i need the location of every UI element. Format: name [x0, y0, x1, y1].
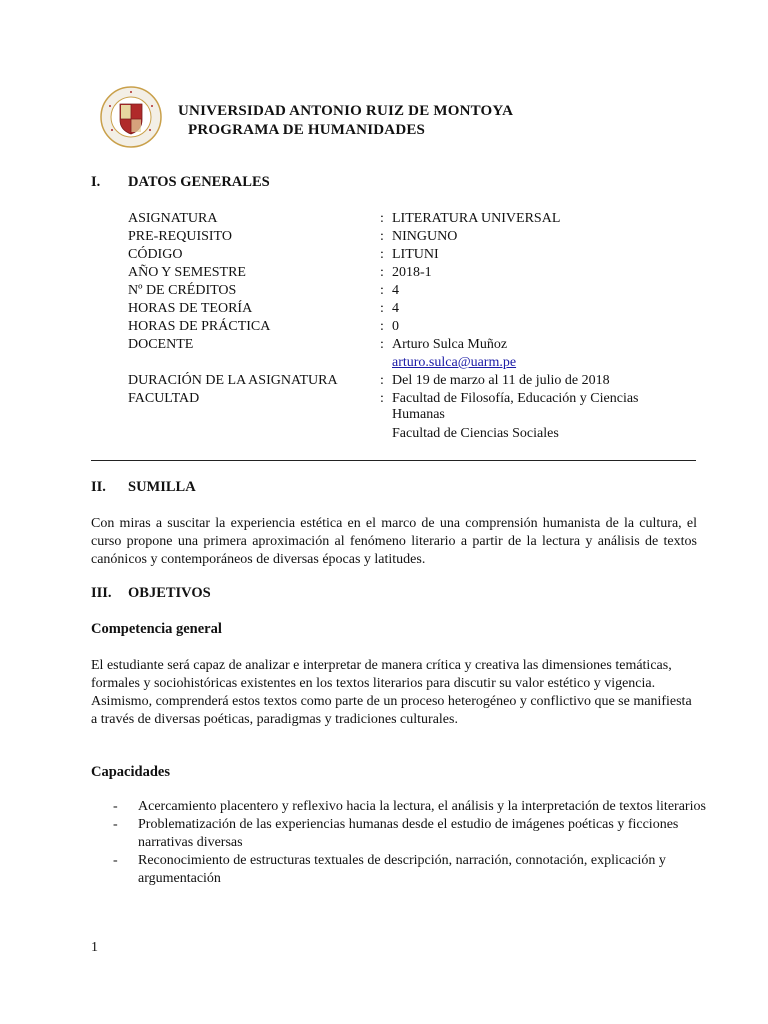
- list-item: [113, 852, 713, 888]
- list-item-text: Acercamiento placentero y reflexivo hacia la lectura, el análisis y la interpretación de textos literarios: [138, 799, 706, 814]
- info-value: 0: [392, 319, 399, 334]
- dash-bullet: -: [113, 799, 118, 814]
- info-value: Arturo Sulca Muñoz: [392, 337, 508, 352]
- info-label: HORAS DE TEORÍA: [128, 301, 253, 316]
- info-row-creditos: [128, 282, 708, 300]
- colon: :: [380, 391, 384, 406]
- info-label: HORAS DE PRÁCTICA: [128, 319, 271, 334]
- info-row-anio-semestre: [128, 264, 708, 282]
- list-item-text: Problematización de las experiencias humanas desde el estudio de imágenes poéticas y ficciones narrativas diversas: [138, 817, 679, 850]
- university-seal-logo: [100, 86, 162, 148]
- colon: :: [380, 265, 384, 280]
- facultad-continuation: Humanas: [392, 407, 445, 422]
- dash-bullet: -: [113, 817, 118, 832]
- info-value: NINGUNO: [392, 229, 458, 244]
- horizontal-divider: [91, 460, 696, 461]
- colon: :: [380, 247, 384, 262]
- colon: :: [380, 373, 384, 388]
- capacidades-heading: Capacidades: [91, 764, 170, 780]
- section-number: I.: [91, 174, 101, 190]
- section-title: OBJETIVOS: [128, 585, 211, 601]
- facultad-second: Facultad de Ciencias Sociales: [392, 426, 559, 441]
- info-label: DURACIÓN DE LA ASIGNATURA: [128, 373, 338, 388]
- colon: :: [380, 337, 384, 352]
- info-value: 4: [392, 283, 399, 298]
- info-row-codigo: [128, 246, 708, 264]
- info-label: Nº DE CRÉDITOS: [128, 283, 237, 298]
- page-number: 1: [91, 940, 98, 955]
- info-row-docente: [128, 336, 708, 354]
- sumilla-paragraph: Con miras a suscitar la experiencia estética en el marco de una comprensión humanista de la cultura, el curso propone una primera aproximación al fenómeno literario a partir de la lectura y análisis de textos canónicos y contemporáneos de diversas épocas y latitudes.: [91, 516, 697, 567]
- section-datos-generales-heading: [91, 174, 270, 191]
- university-title: UNIVERSIDAD ANTONIO RUIZ DE MONTOYA: [178, 103, 514, 119]
- info-value: LITERATURA UNIVERSAL: [392, 211, 561, 226]
- docente-email-link[interactable]: arturo.sulca@uarm.pe: [392, 355, 517, 370]
- info-value: Del 19 de marzo al 11 de julio de 2018: [392, 373, 610, 388]
- colon: :: [380, 319, 384, 334]
- info-row-duracion: [128, 372, 708, 390]
- info-label: ASIGNATURA: [128, 211, 218, 226]
- info-row-horas-teoria: [128, 300, 708, 318]
- info-value: LITUNI: [392, 247, 439, 262]
- dash-bullet: -: [113, 853, 118, 868]
- capacidades-list: [113, 798, 713, 888]
- info-row-horas-practica: [128, 318, 708, 336]
- section-number: II.: [91, 479, 106, 495]
- list-item-text: Reconocimiento de estructuras textuales de descripción, narración, connotación, explicación y argumentación: [138, 853, 666, 886]
- program-title: PROGRAMA DE HUMANIDADES: [188, 122, 426, 138]
- section-title: SUMILLA: [128, 479, 196, 495]
- info-row-asignatura: [128, 210, 708, 228]
- colon: :: [380, 229, 384, 244]
- info-label: PRE-REQUISITO: [128, 229, 232, 244]
- info-label: CÓDIGO: [128, 247, 183, 262]
- section-sumilla-heading: [91, 479, 196, 496]
- section-objetivos-heading: [91, 585, 211, 602]
- list-item: [113, 816, 713, 852]
- colon: :: [380, 301, 384, 316]
- info-label: DOCENTE: [128, 337, 194, 352]
- info-value: 4: [392, 301, 399, 316]
- section-number: III.: [91, 585, 112, 601]
- colon: :: [380, 211, 384, 226]
- info-value: 2018-1: [392, 265, 432, 280]
- info-label: FACULTAD: [128, 391, 200, 406]
- colon: :: [380, 283, 384, 298]
- list-item: [113, 798, 713, 816]
- info-value: Facultad de Filosofía, Educación y Ciencias: [392, 391, 639, 406]
- info-label: AÑO Y SEMESTRE: [128, 265, 246, 280]
- info-row-prerequisito: [128, 228, 708, 246]
- section-title: DATOS GENERALES: [128, 174, 270, 190]
- competencia-general-heading: Competencia general: [91, 621, 222, 637]
- competencia-paragraph: El estudiante será capaz de analizar e interpretar de manera crítica y creativa las dimensiones temáticas, formales y sociohistóricas existentes en los textos literarios para discutir su valor estético y vigencia. Asimismo, comprenderá estos textos como parte de un proceso heterogéneo y conflictivo que se manifiesta a través de diversas poéticas, paradigmas y tradiciones culturales.: [91, 658, 692, 727]
